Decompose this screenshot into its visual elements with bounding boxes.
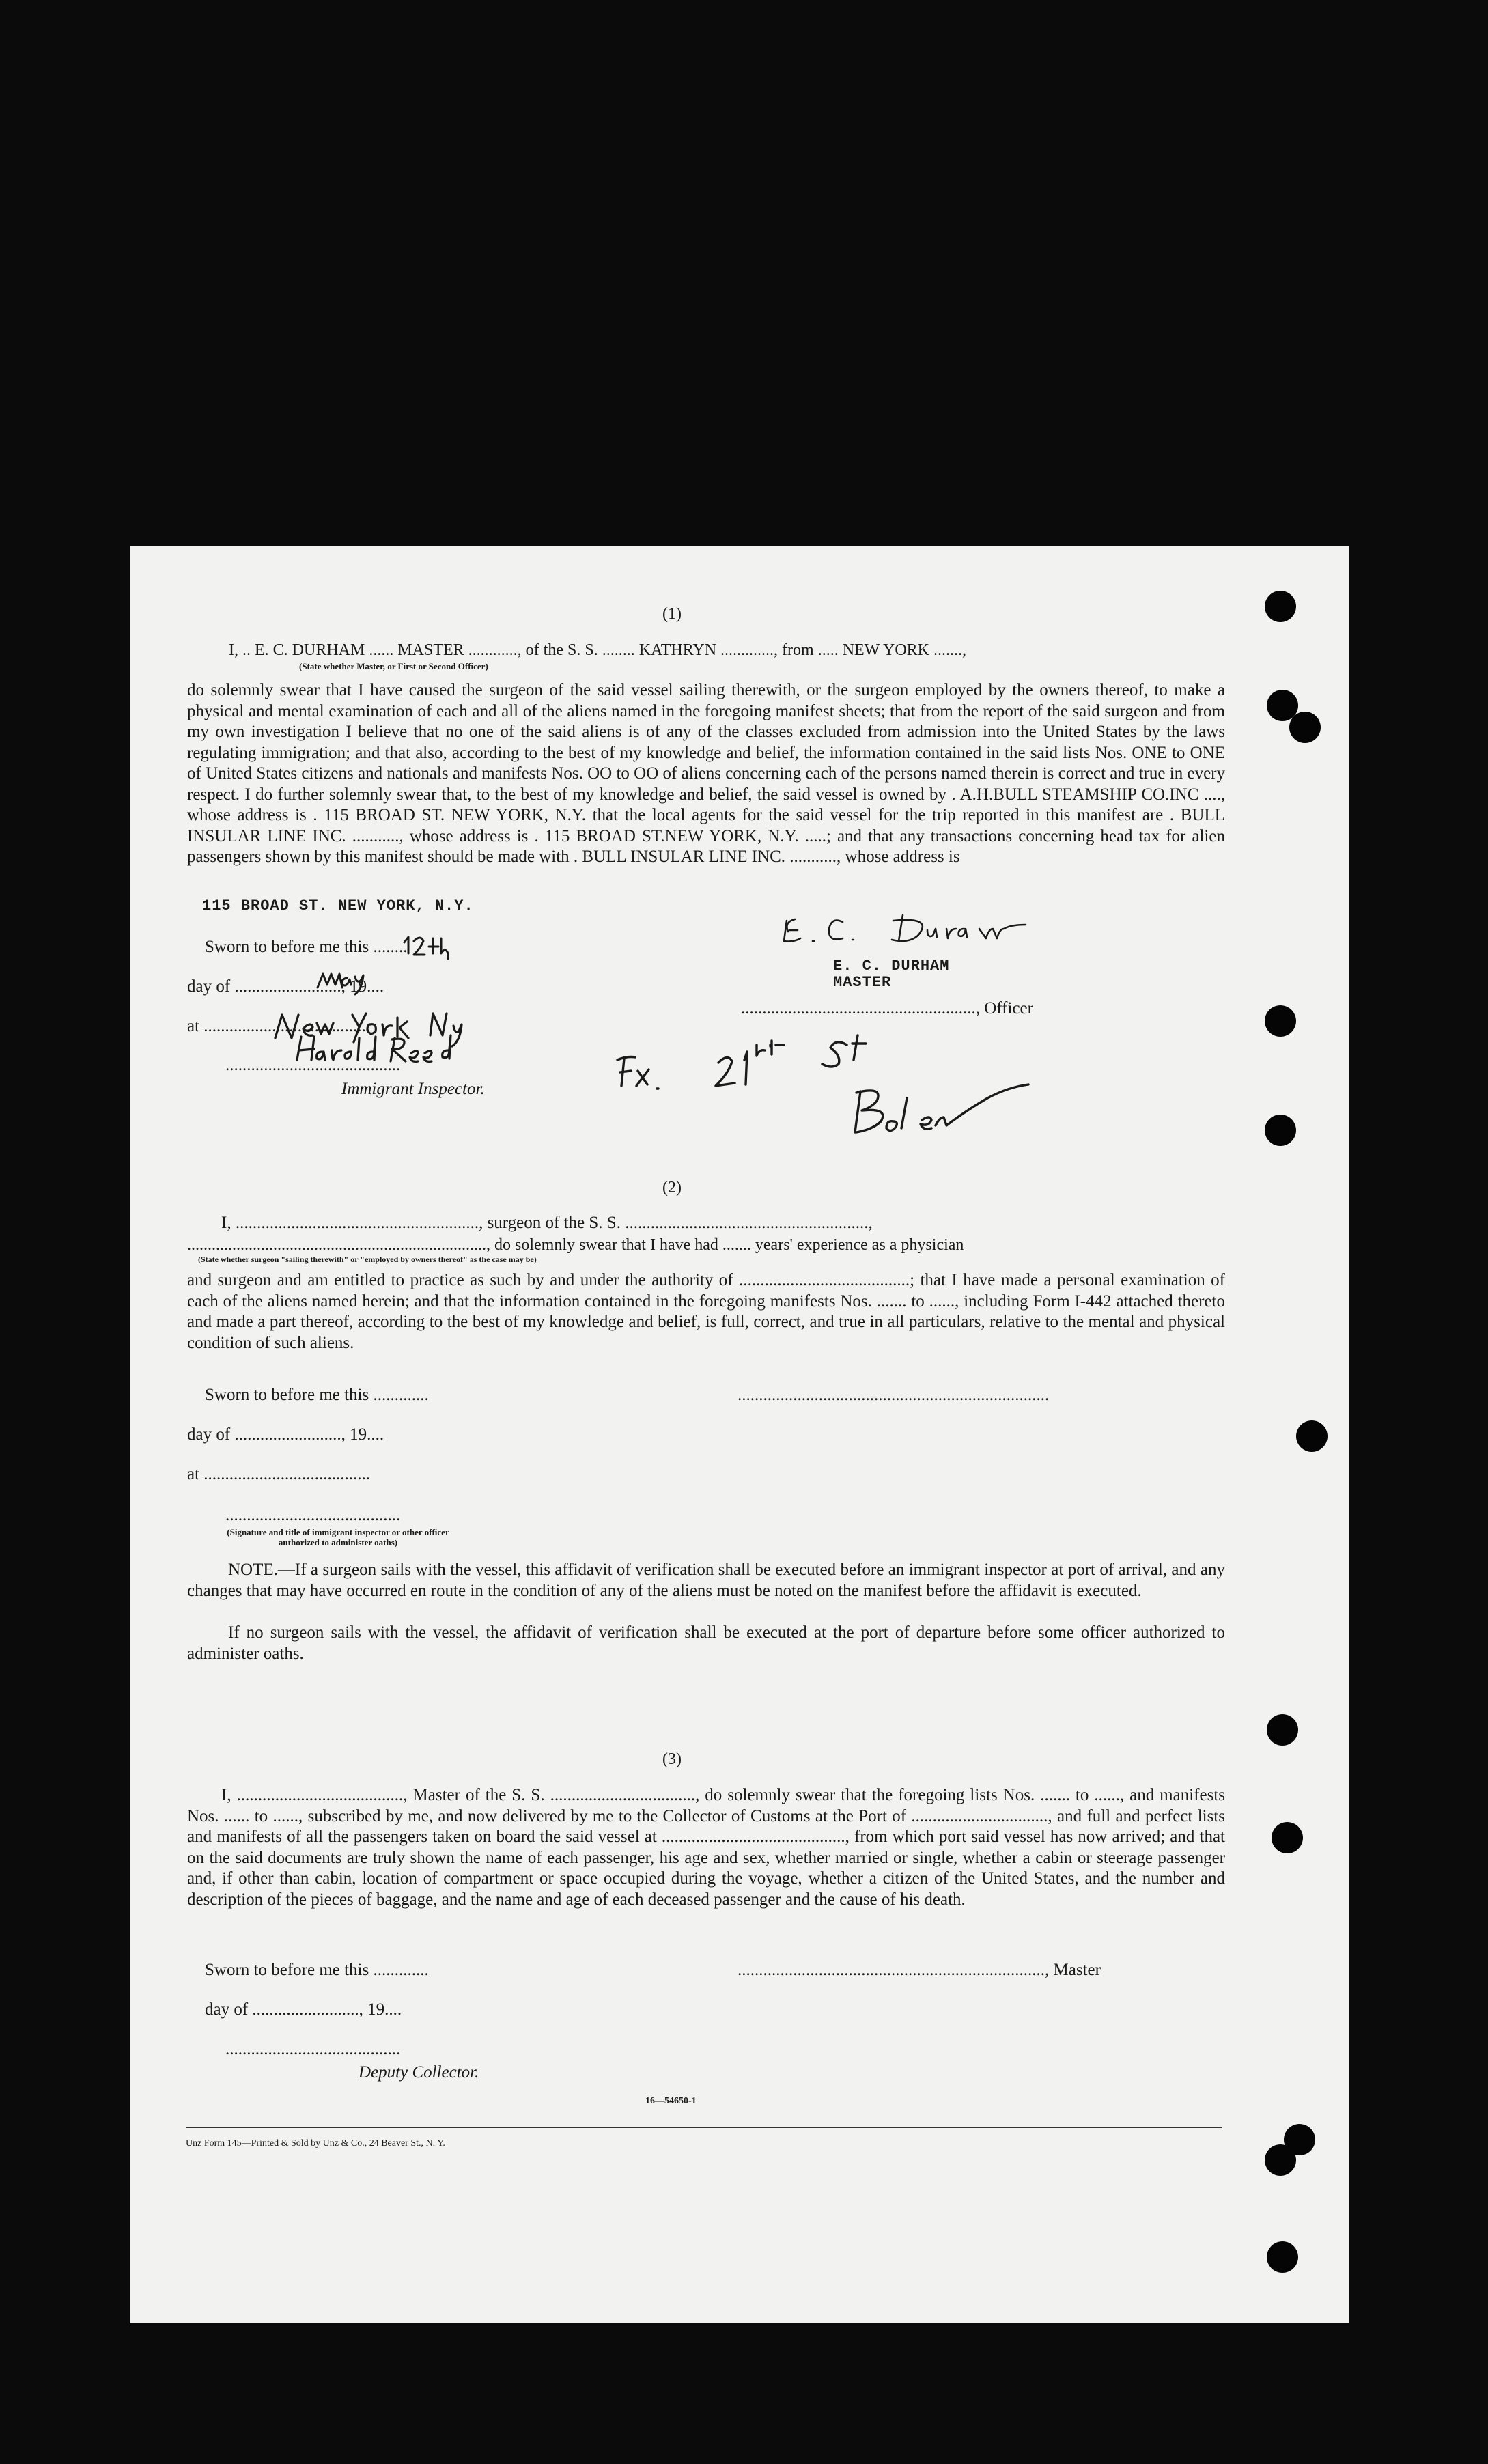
punch-hole bbox=[1265, 591, 1296, 622]
collector-oath-paragraph: I, ......................................., Master of the S. S. .................................., do solemnly swear that the foregoing lists Nos. ....... to ......, and manifests Nos. ...... to ......, subscribed by me, and now delivered by me to the Collector of Customs at the Port of ................................, and full and perfect lists and manifests of all the passengers taken on board the said vessel at ..........................................., from which port said vessel has now arrived; and that on the said documents are truly shown the name of each passenger, his age and sex, whether married or single, whether a cabin or steerage passenger and, if other than cabin, location of compartment or space occupied during the voyage, whether a citizen of the United States, and the number and description of the pieces of baggage, and the name and age of each deceased passenger and the cause of his death. bbox=[187, 1786, 1225, 1909]
printer-footer: Unz Form 145—Printed & Sold by Unz & Co., 24 Beaver St., N. Y. bbox=[186, 2138, 445, 2148]
inspector-signature-line: ......................................... bbox=[225, 1506, 401, 1524]
note-paragraph: NOTE.—If a surgeon sails with the vessel, this affidavit of verification shall be executed before an immigrant inspector at port of arrival, and any changes that may have occurred en route in the condition of any of the aliens must be noted on the manifest before the affidavit is executed. bbox=[187, 1560, 1225, 1600]
day-of-line: day of ........................., 19.... bbox=[187, 977, 384, 996]
punch-hole bbox=[1265, 1115, 1296, 1146]
day-of-line: day of ........................., 19.... bbox=[205, 2000, 402, 2019]
surgeon-line-1: I, ........................................................., surgeon of the S. S. ........................................................., bbox=[221, 1214, 873, 1232]
master-statement-line: I, .. E. C. DURHAM ...... MASTER ............, of the S. S. ........ KATHRYN ............., from ..... NEW YORK ......., bbox=[229, 641, 967, 659]
section-2-number: (2) bbox=[662, 1179, 682, 1196]
footer-rule bbox=[186, 2127, 1222, 2128]
surgeon-line-2: ........................................................................., do solemnly swear that I have had ....... years' experience as a physician bbox=[187, 1236, 964, 1254]
sworn-line: Sworn to before me this ............. bbox=[205, 1961, 429, 1979]
punch-hole bbox=[1265, 2144, 1296, 2176]
at-line: at ....................................... bbox=[187, 1465, 371, 1483]
section-3-number: (3) bbox=[662, 1750, 682, 1768]
sworn-line: Sworn to before me this ........ bbox=[205, 938, 408, 956]
punch-hole bbox=[1272, 1822, 1303, 1853]
head-tax-address: 115 BROAD ST. NEW YORK, N.Y. bbox=[202, 897, 474, 914]
collector-caption: Deputy Collector. bbox=[359, 2063, 479, 2082]
inspector-caption: (Signature and title of immigrant inspector or other officer authorized to administer oaths) bbox=[227, 1527, 449, 1548]
sworn-line: Sworn to before me this ............. bbox=[205, 1386, 429, 1404]
collector-signature-line: ......................................... bbox=[225, 2040, 401, 2058]
section-1-number: (1) bbox=[662, 605, 682, 623]
punch-hole bbox=[1267, 1714, 1298, 1746]
punch-hole bbox=[1265, 1005, 1296, 1037]
punch-hole bbox=[1267, 2241, 1298, 2273]
form-number: 16—54650-1 bbox=[645, 2096, 697, 2106]
surgeon-oath-paragraph: and surgeon and am entitled to practice as such by and under the authority of ........................................; that I have made a personal examination of each of the aliens named herein; and that the information contained in the foregoing manifests Nos. ....... to ......, including Form I-442 attached thereto and made a part thereof, according to the best of my knowledge and belief, is full, correct, and true in all particulars, relative to the mental and physical condition of such aliens. bbox=[187, 1271, 1225, 1352]
master-typed-name: E. C. DURHAM bbox=[833, 957, 950, 975]
master-signature-line: ........................................................................, Master bbox=[738, 1961, 1101, 1979]
inspector-signature-line: ......................................... bbox=[225, 1056, 401, 1074]
master-oath-paragraph: do solemnly swear that I have caused the surgeon of the said vessel sailing therewith, or the surgeon employed by the owners thereof, to make a physical and mental examination of each and all of the aliens named in the foregoing manifest sheets; that from the report of the said surgeon and from my own investigation I believe that no one of the said aliens is of any of the classes excluded from admission into the United States by the laws regulating immigration; and that also, according to the best of my knowledge and belief, the information contained in the said lists Nos. ONE to ONE of United States citizens and nationals and manifests Nos. OO to OO of aliens concerning each of the persons named therein is correct and true in every respect. I do further solemnly swear that, to the best of my knowledge and belief, the said vessel is owned by . A.H.BULL STEAMSHIP CO.INC ...., whose address is . 115 BROAD ST. NEW YORK, N.Y. that the local agents for the said vessel for the trip reported in this manifest are . BULL INSULAR LINE INC. ..........., whose address is . 115 BROAD ST.NEW YORK, N.Y. .....; and that any transactions concerning head tax for alien passengers shown by this manifest should be made with . BULL INSULAR LINE INC. ..........., whose address is bbox=[187, 681, 1225, 866]
surgeon-signature-line: ......................................................................... bbox=[738, 1386, 1050, 1404]
at-line: at ....................................... bbox=[187, 1017, 371, 1035]
punch-hole bbox=[1296, 1420, 1328, 1452]
inspector-caption: Immigrant Inspector. bbox=[341, 1080, 485, 1098]
officer-signature-line: ......................................................., Officer bbox=[741, 999, 1033, 1018]
note-paragraph-2: If no surgeon sails with the vessel, the affidavit of verification shall be executed at the port of departure before some officer authorized to administer oaths. bbox=[187, 1623, 1225, 1663]
rank-caption: (State whether Master, or First or Second Officer) bbox=[299, 661, 488, 671]
surgeon-line-caption: (State whether surgeon "sailing therewith" or "employed by owners thereof" as the case may be) bbox=[198, 1255, 537, 1264]
manifest-affidavit-sheet bbox=[130, 546, 1349, 2323]
punch-hole bbox=[1289, 712, 1321, 743]
master-typed-title: MASTER bbox=[833, 974, 892, 991]
day-of-line: day of ........................., 19.... bbox=[187, 1425, 384, 1444]
